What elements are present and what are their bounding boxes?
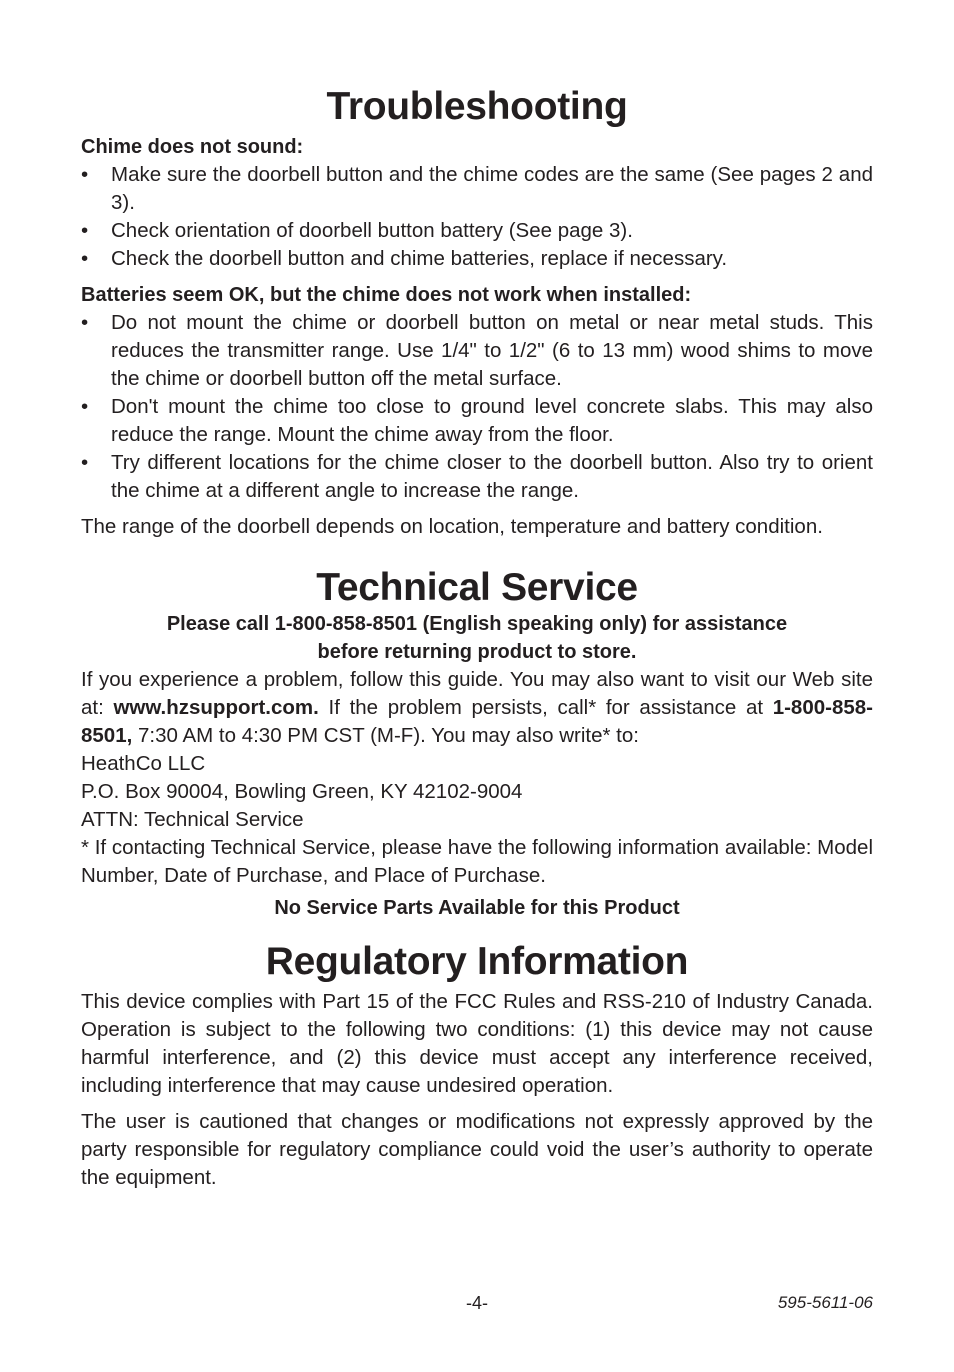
address-line-3: ATTN: Technical Service [81, 808, 304, 831]
list-item: • Make sure the doorbell button and the chime codes are the same (See pages 2 and 3). [81, 163, 873, 214]
range-note: The range of the doorbell depends on location, temperature and battery condition. [81, 515, 823, 538]
chime-no-sound-heading: Chime does not sound: [81, 136, 304, 158]
bullet-icon: • [81, 451, 89, 474]
troubleshooting-title: Troubleshooting [326, 85, 628, 128]
bullet-icon: • [81, 247, 89, 270]
technical-service-footnote: * If contacting Technical Service, please have the following information available: Model Number, Date of Purchase, and Place of Purchase. [81, 836, 873, 887]
bullet-icon: • [81, 163, 89, 186]
list-item: • Check orientation of doorbell button battery (See page 3). [81, 217, 873, 245]
batteries-ok-heading: Batteries seem OK, but the chime does not work when installed: [81, 284, 692, 306]
call-line-2: before returning product to store. [317, 641, 637, 663]
page-content [81, 0, 873, 1192]
chime-no-sound-list [81, 161, 873, 273]
address-line-1: HeathCo LLC [81, 752, 206, 775]
list-item: • Do not mount the chime or doorbell button on metal or near metal studs. This reduces the transmitter range. Use 1/4" to 1/2" (6 to 13 mm) wood shims to move the chime or doorbell button off the metal surface. [81, 311, 873, 390]
page-number: -4- [466, 1293, 488, 1313]
phone-number: 1-800-858-8501, [81, 696, 873, 747]
address-line-2: P.O. Box 90004, Bowling Green, KY 42102-9004 [81, 780, 523, 803]
technical-service-title: Technical Service [316, 566, 638, 609]
list-item: • Try different locations for the chime closer to the doorbell button. Also try to orient the chime at a different angle to increase the range. [81, 451, 873, 502]
list-item: • Check the doorbell button and chime batteries, replace if necessary. [81, 245, 873, 273]
regulatory-para-1: This device complies with Part 15 of the FCC Rules and RSS-210 of Industry Canada. Operation is subject to the following two conditions: (1) this device may not cause harmful interference, and (2) this device must accept any interference received, including interference that may cause undesired operation. [81, 990, 873, 1097]
bullet-icon: • [81, 311, 89, 334]
no-service-parts: No Service Parts Available for this Product [274, 897, 680, 919]
regulatory-title: Regulatory Information [265, 940, 689, 983]
document-code: 595-5611-06 [777, 1293, 873, 1312]
call-line-1: Please call 1-800-858-8501 (English speaking only) for assistance [166, 613, 788, 635]
technical-service-body: If you experience a problem, follow this guide. You may also want to visit our Web site at: www.hzsupport.com. If the problem persists, call* for assistance at 1-800-858-8501, 7:30 AM to 4:30 PM CST (M-F). You may also write* to: [81, 668, 873, 747]
bullet-icon: • [81, 395, 89, 418]
regulatory-para-2: The user is cautioned that changes or modifications not expressly approved by the party responsible for regulatory compliance could void the user’s authority to operate the equipment. [81, 1110, 873, 1189]
website-link[interactable]: www.hzsupport.com. [113, 696, 319, 719]
bullet-icon: • [81, 219, 89, 242]
list-item: • Don't mount the chime too close to ground level concrete slabs. This may also reduce the range. Mount the chime away from the floor. [81, 395, 873, 446]
batteries-ok-list [81, 309, 873, 505]
